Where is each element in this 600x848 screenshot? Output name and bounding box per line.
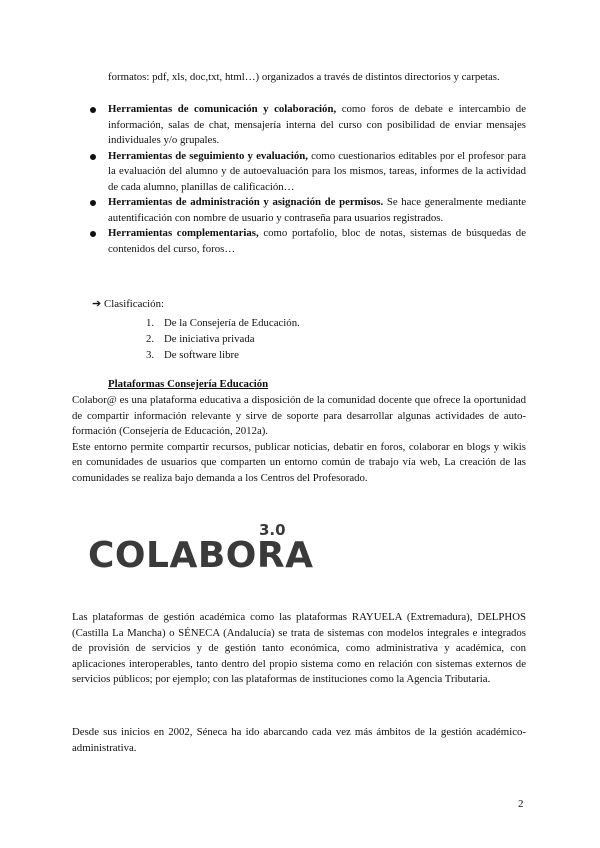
list-item-body: Se hace generalmente mediante autentificación con nombre de usuario y contraseña para usuarios registrados. (108, 196, 526, 224)
list-item-label: De la Consejería de Educación. (164, 316, 300, 329)
page-number: 2 (518, 798, 524, 810)
arrow-right-icon: ➔ (92, 298, 102, 310)
list-item-title: Herramientas de comunicación y colaboración, (108, 103, 337, 115)
bullet-icon (90, 200, 96, 206)
list-item (86, 195, 526, 226)
list-number: 1. (146, 316, 155, 329)
list-item-title: Herramientas complementarias, (108, 227, 259, 239)
list-item-label: De software libre (164, 348, 239, 361)
logo-version: 3.0 (259, 521, 286, 539)
list-item-body: como cuestionarios editables por el profesor para la evaluación del alumno y de autoevaluación para los mismos, tareas, informes de la actividad de cada alumno, planillas de calificación… (108, 149, 526, 193)
list-item (86, 226, 526, 257)
list-item-text (108, 226, 526, 257)
list-item-body: como portafolio, bloc de notas, sistemas de búsquedas de contenidos del curso, foros… (108, 227, 526, 255)
paragraph-gestion: Las plataformas de gestión académica como las plataformas RAYUELA (Extremadura), DELPHOS (Castilla La Mancha) o SÉNECA (Andalucía) se trata de sistemas con modelos integrales e integrados de provisión de servicios y de gestión tanto económica, como administrativa y académica, con aplicaciones interoperables, tanto dentro del propio sistema como en relación con sistemas externos de servicios públicos; por ejemplo; con las plataformas de instituciones como la Agencia Tributaria. (72, 611, 526, 685)
classification-block (86, 297, 506, 363)
list-item-text (108, 195, 526, 226)
list-number: 2. (146, 332, 155, 345)
classification-heading: Clasificación: (104, 298, 164, 310)
list-item (86, 149, 526, 196)
list-item-label: De iniciativa privada (164, 332, 255, 345)
list-item-text (108, 102, 526, 149)
list-item-title: Herramientas de seguimiento y evaluación, (108, 149, 308, 162)
list-item (146, 331, 506, 347)
section-title: Plataformas Consejería Educación (108, 378, 269, 390)
colabora-logo (76, 521, 314, 593)
list-item (146, 315, 506, 331)
bullet-icon (90, 231, 96, 237)
paragraph-colabora (72, 393, 526, 486)
classification-heading-row (86, 297, 506, 313)
classification-list (86, 315, 506, 363)
paragraph-seneca: Desde sus inicios en 2002, Séneca ha ido abarcando cada vez más ámbitos de la gestión académico-administrativa. (72, 726, 526, 754)
list-item (146, 347, 506, 363)
list-item-body: como foros de debate e intercambio de información, salas de chat, mensajería interna del curso con posibilidad de enviar mensajes individuales y/o grupales. (108, 103, 526, 146)
list-item-title: Herramientas de administración y asignación de permisos. (108, 196, 384, 208)
list-number: 3. (146, 348, 155, 361)
list-item-text (108, 149, 526, 196)
paragraph-text: Este entorno permite compartir recursos, publicar noticias, debatir en foros, colaborar en blogs y wikis en comunidades de usuarios que comparten un entorno común de trabajo vía web, La creación de las comunidades se realiza bajo demanda a los Centros del Profesorado. (72, 440, 526, 484)
logo-wordmark: COLABORA (88, 535, 314, 576)
tools-list (86, 102, 526, 257)
intro-continuation: formatos: pdf, xls, doc,txt, html…) organizados a través de distintos directorios y carpetas. (108, 71, 500, 83)
list-item (86, 102, 526, 149)
bullet-icon (90, 154, 96, 160)
paragraph-text: Colabor@ es una plataforma educativa a disposición de la comunidad docente que ofrece la oportunidad de compartir información relevante y sirve de soporte para desarrollar algunas actividades de auto-formación (Consejería de Educación, 2012a). (72, 394, 526, 437)
bullet-icon (90, 107, 96, 113)
